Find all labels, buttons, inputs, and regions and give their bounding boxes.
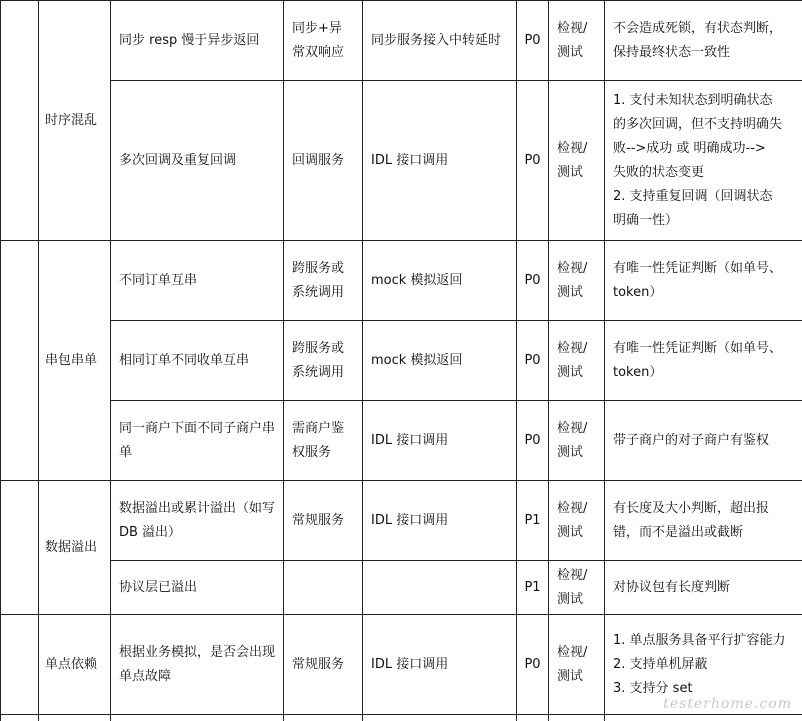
check-cell: 检视/测试	[549, 321, 605, 401]
table-row	[1, 481, 802, 561]
scenario-cell: 不同订单互串	[111, 241, 284, 321]
scenario-cell: 根据业务模拟，是否会出现单点故障	[111, 615, 284, 715]
service-cell: 常规服务	[284, 615, 363, 715]
check-cell: 检视/测试	[549, 1, 605, 81]
expectation-cell: 有唯一性凭证判断（如单号、 token）	[605, 321, 802, 401]
check-cell: 检视/测试	[549, 241, 605, 321]
check-cell: 检视/测试	[549, 481, 605, 561]
priority-cell: P0	[517, 81, 549, 241]
watermark: testerhome.com	[663, 696, 792, 712]
expectation-cell: 1. 单点服务具备平行扩容能力 2. 支持单机屏蔽 3. 支持分 set	[605, 615, 802, 715]
service-cell	[284, 561, 363, 615]
service-cell: 回调服务	[284, 81, 363, 241]
table-row	[1, 81, 802, 241]
scenario-cell: 数据溢出或累计溢出（如写 DB 溢出）	[111, 481, 284, 561]
service-cell: 跨服务或系统调用	[284, 321, 363, 401]
table-row	[1, 1, 802, 81]
scenario-cell: 同步 resp 慢于异步返回	[111, 1, 284, 81]
scenario-cell: 同一商户下面不同子商户串单	[111, 401, 284, 481]
priority-cell: P1	[517, 561, 549, 615]
table-row	[1, 561, 802, 615]
expectation-cell: 有长度及大小判断，超出报 错，而不是溢出或截断	[605, 481, 802, 561]
method-cell: mock 模拟返回	[363, 241, 517, 321]
method-cell: IDL 接口调用	[363, 615, 517, 715]
service-cell: 跨服务或系统调用	[284, 241, 363, 321]
expectation-cell: 1. 支付未知状态到明确状态 的多次回调，但不支持明确失 败-->成功 或 明确成功--> 失败的状态变更 2. 支持重复回调（回调状态 明确一性）	[605, 81, 802, 241]
scenario-cell: 协议层已溢出	[111, 561, 284, 615]
expectation-cell: 对协议包有长度判断	[605, 561, 802, 615]
method-cell: IDL 接口调用	[363, 401, 517, 481]
check-cell: 检视/测试	[549, 81, 605, 241]
priority-cell: P0	[517, 1, 549, 81]
method-cell: IDL 接口调用	[363, 481, 517, 561]
priority-cell: P0	[517, 401, 549, 481]
expectation-cell: 带子商户的对子商户有鉴权	[605, 401, 802, 481]
method-cell: 同步服务接入中转延时	[363, 1, 517, 81]
method-cell: IDL 接口调用	[363, 81, 517, 241]
table-row	[1, 241, 802, 321]
category-cell: 时序混乱	[39, 1, 111, 241]
category-cell: 单点依赖	[39, 615, 111, 715]
category-cell: 串包串单	[39, 241, 111, 481]
scenario-cell: 多次回调及重复回调	[111, 81, 284, 241]
method-cell	[363, 561, 517, 615]
service-cell: 同步+异常双响应	[284, 1, 363, 81]
priority-cell: P0	[517, 615, 549, 715]
check-cell: 检视/测试	[549, 615, 605, 715]
category-cell: 数据溢出	[39, 481, 111, 615]
method-cell: mock 模拟返回	[363, 321, 517, 401]
check-cell: 检视/测试	[549, 401, 605, 481]
service-cell: 常规服务	[284, 481, 363, 561]
expectation-cell: 不会造成死锁，有状态判断， 保持最终状态一致性	[605, 1, 802, 81]
scenario-cell: 相同订单不同收单互串	[111, 321, 284, 401]
table-row	[1, 321, 802, 401]
priority-cell: P0	[517, 321, 549, 401]
check-cell: 检视/测试	[549, 561, 605, 615]
priority-cell: P1	[517, 481, 549, 561]
table-row	[1, 401, 802, 481]
service-cell: 需商户鉴权服务	[284, 401, 363, 481]
expectation-cell: 有唯一性凭证判断（如单号、 token）	[605, 241, 802, 321]
priority-cell: P0	[517, 241, 549, 321]
